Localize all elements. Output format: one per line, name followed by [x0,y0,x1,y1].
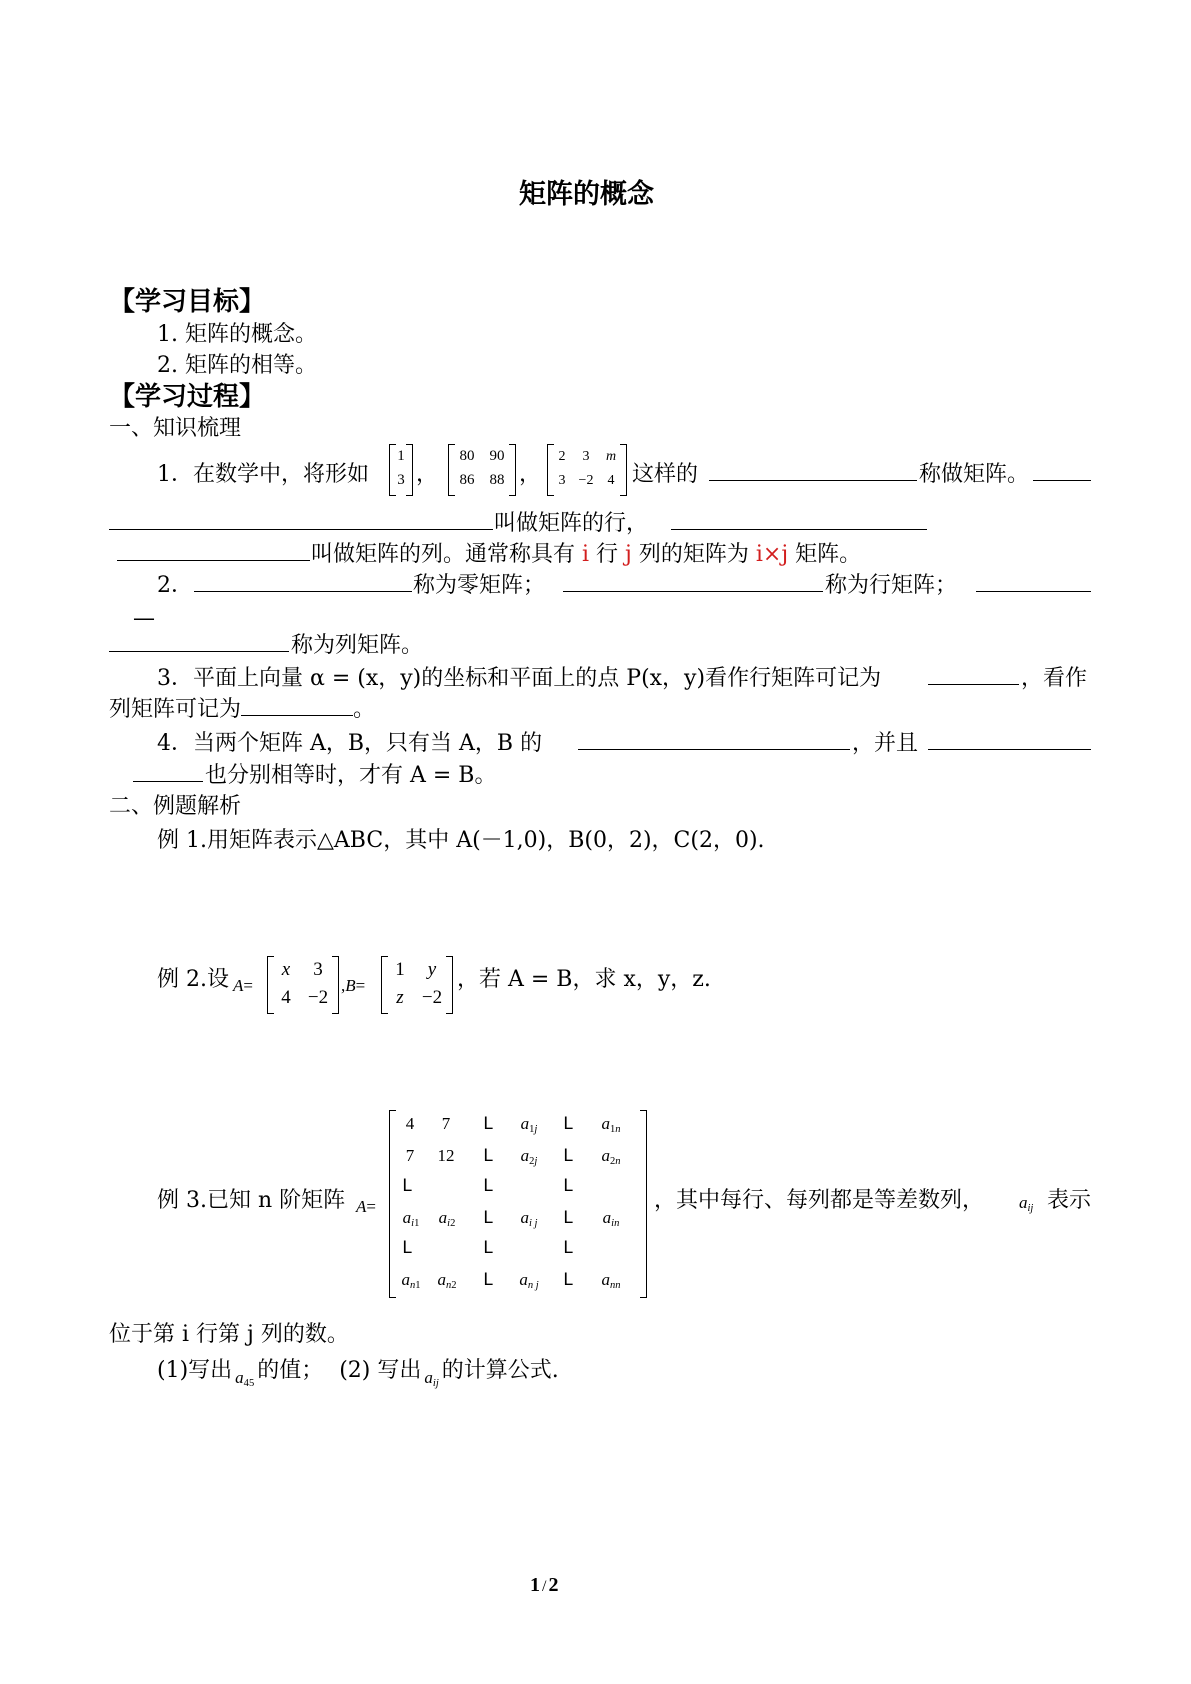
matrix-cell [417,959,447,981]
matrix-cell: 3 [313,959,323,980]
matrix-name: B [345,976,356,995]
equals-sign: = [243,976,253,995]
page-number [530,1574,558,1597]
aij-sub-2: ij [432,1378,439,1390]
matrix-cell: −2 [578,473,594,488]
example-2-lead: 例 2.设 [157,967,229,992]
item1-called-row: 叫做矩阵的行， [494,511,649,536]
blank-line [1033,480,1091,481]
matrix-cell: L [402,1238,412,1258]
matrix-name: A [356,1197,367,1216]
aij-letter-2: a [424,1368,433,1387]
matrix-B [381,956,453,1014]
matrix-cell: 4 [405,1114,415,1133]
matrix-cell: 12 [437,1146,455,1165]
matrix-cell: L [563,1208,573,1228]
matrix-example-3 [547,444,627,496]
matrix-cell: 7 [441,1114,451,1133]
example-3-tail2: 表示 [1047,1188,1092,1213]
example-3-lead: 例 3.已知 n 阶矩阵 [157,1188,346,1213]
matrix-cell: L [483,1270,493,1290]
ex2-A-label [233,976,253,996]
separator: ， [416,462,439,487]
matrix-cell: 1 [397,448,405,464]
blank-line [563,591,823,592]
item4-end: 也分别相等时，才有 A = B。 [205,763,497,788]
aij-sub: ij [1027,1203,1034,1215]
page-title: 矩阵的概念 [519,179,654,210]
blank-line [928,684,1019,685]
big-matrix [389,1110,647,1298]
matrix-cell: $a_{i j}$ [520,1208,538,1230]
item3-line2-text: 列矩阵可记为 [109,697,242,722]
q2-end: 的计算公式. [441,1358,559,1383]
a45-sub: 45 [243,1378,255,1390]
item4-and: ，并且 [852,731,919,756]
item4-text: 4．当两个矩阵 A，B，只有当 A，B 的 [157,731,543,756]
ex2-B-label [341,976,365,996]
equals-sign: = [355,976,366,995]
q1-text: (1)写出 [157,1358,233,1383]
goal-item: 2. 矩阵的相等。 [157,353,317,378]
aij-symbol-2 [421,1368,441,1390]
matrix-cell: L [483,1146,493,1166]
example-2-tail: ，若 A = B，求 x，y，z. [457,967,711,992]
matrix-cell-value: z [396,987,404,1008]
matrix-cell: $a2_j$ [520,1146,538,1168]
matrix-cell: 4 [607,473,615,488]
matrix-cell: L [483,1176,493,1196]
matrix-cell: $a1_j$ [520,1114,538,1136]
matrix-cell: 1 [395,959,405,980]
matrix-cell: L [563,1270,573,1290]
matrix-cell: 86 [459,472,475,488]
part2-heading: 二、例题解析 [109,794,242,819]
i-letter: i [582,542,590,567]
matrix-cell: 88 [489,472,505,488]
item1-called-col [311,537,861,568]
matrix-cell: L [563,1114,573,1134]
matrix-cell: $a_n2$ [437,1270,457,1292]
matrix-cell [273,959,299,981]
example-3-questions [157,1353,559,1390]
goal-item: 1. 矩阵的概念。 [157,322,317,347]
matrix-word: 矩阵。 [788,542,862,567]
section-process-heading: 【学习过程】 [109,382,266,412]
matrix-cell-value: y [427,959,437,980]
matrix-cell: 4 [281,987,291,1008]
aij-letter: a [1019,1193,1028,1212]
example-3-tail: ，其中每行、每列都是等差数列， [654,1188,985,1213]
blank-line [671,529,927,530]
aij-symbol [1019,1193,1033,1214]
matrix-cell [387,987,413,1009]
matrix-cell: $a_{nn}$ [601,1270,621,1292]
matrix-cell: $a_i1$ [402,1208,420,1230]
matrix-cell-value: x [281,959,291,980]
j-letter: j [625,542,632,567]
matrix-cell: L [483,1114,493,1134]
comma: , [341,976,346,995]
a45-symbol [232,1368,257,1390]
matrix-cell: −2 [307,987,329,1008]
ixj-label: i×j [755,542,789,567]
matrix-cell: $a_{n j}$ [519,1270,539,1292]
matrix-cell: 90 [489,448,505,464]
item2-dash: — [133,606,155,631]
matrix-cell: 3 [582,449,590,464]
blank-line [928,749,1091,750]
part1-heading: 一、知识梳理 [109,416,242,441]
matrix-cell: L [483,1208,493,1228]
q2-text: (2) 写出 [339,1358,422,1383]
matrix-cell: $a_{in}$ [602,1208,620,1230]
blank-line [976,591,1091,592]
example-3-line2: 位于第 i 行第 j 列的数。 [109,1322,349,1347]
matrix-example-1 [389,444,413,496]
blank-line [109,529,493,530]
matrix-cell: 7 [405,1146,415,1165]
blank-line [133,781,203,782]
matrix-cell: 3 [397,472,405,488]
matrix-A [267,956,339,1014]
item2-zero: 称为零矩阵； [413,573,546,598]
blank-line [117,560,310,561]
separator: ， [519,462,542,487]
matrix-cell: 80 [459,448,475,464]
item1-called-matrix: 称做矩阵。 [919,462,1030,487]
item2-col: 称为列矩阵。 [291,633,424,658]
matrix-cell: m [605,449,617,464]
matrix-example-2 [448,444,516,496]
item1-such: 这样的 [632,462,699,487]
ex3-A-label [356,1197,376,1217]
item1-lead: 1．在数学中，将形如 [157,462,369,487]
matrix-cell: $a_n1$ [401,1270,421,1292]
matrix-cell: L [402,1176,412,1196]
page-current: 1 [530,1574,540,1596]
example-1: 例 1.用矩阵表示△ABC，其中 A(－1,0)，B(0，2)，C(2，0). [157,828,765,853]
blank-line [241,693,353,716]
matrix-cell: L [563,1176,573,1196]
item2-lead: 2． [157,573,193,598]
q1-end: 的值； [257,1358,324,1383]
page-total: 2 [548,1574,559,1596]
page-sep: / [542,1578,547,1595]
matrix-cell: $a1_n$ [601,1114,621,1136]
item3-comma-see: ，看作 [1021,666,1088,691]
matrix-cell: $a2_n$ [601,1146,621,1168]
item3-end: 。 [353,697,376,722]
item2-row: 称为行矩阵； [825,573,958,598]
col-word: 列的矩阵为 [631,542,756,567]
a45-letter: a [235,1368,244,1387]
section-goals-heading: 【学习目标】 [109,287,266,317]
matrix-cell: 2 [558,449,566,464]
matrix-name: A [233,976,244,995]
matrix-cell: 3 [558,473,566,488]
called-col-prefix: 叫做矩阵的列。通常称具有 [311,542,582,567]
blank-line [194,591,412,592]
equals-sign: = [366,1197,376,1216]
item3-line2 [109,692,375,723]
matrix-cell: −2 [421,987,443,1008]
item3-text: 3．平面上向量 α = (x，y)的坐标和平面上的点 P(x，y)看作行矩阵可记为 [157,666,882,691]
row-word: 行 [589,542,626,567]
matrix-cell: $a_i2$ [438,1208,456,1230]
matrix-cell: L [483,1238,493,1258]
blank-line [709,480,917,481]
matrix-cell: L [563,1146,573,1166]
blank-line [109,651,289,652]
matrix-cell: L [563,1238,573,1258]
blank-line [578,749,850,750]
